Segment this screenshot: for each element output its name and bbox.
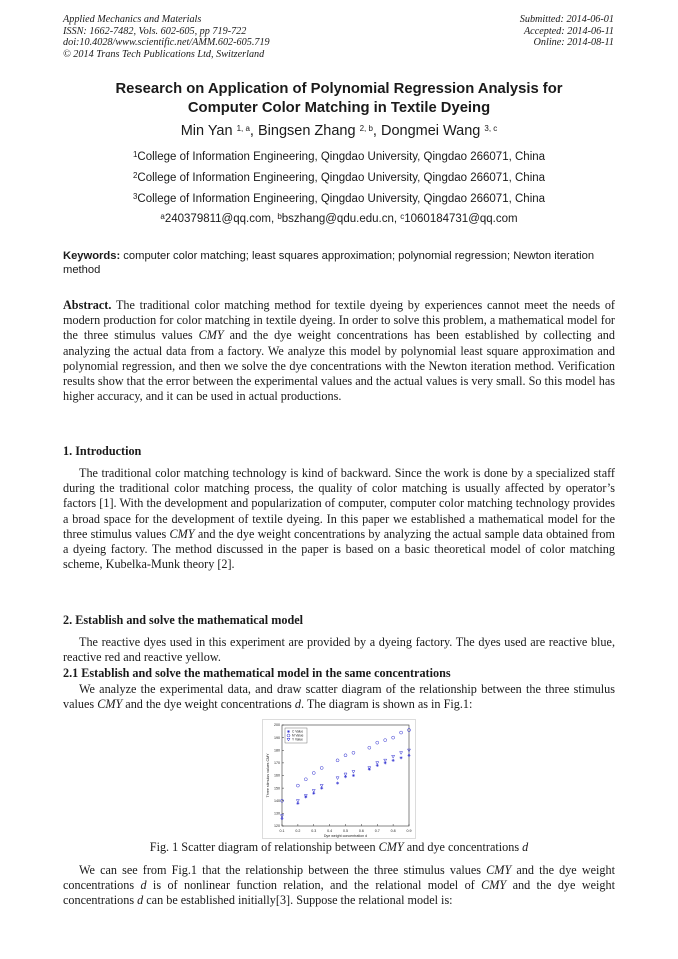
keywords-block bbox=[63, 249, 615, 277]
final-text: and the dye weight concentrations bbox=[63, 863, 615, 893]
email-sup: c bbox=[400, 212, 405, 221]
y-tick-label: 170 bbox=[274, 761, 280, 766]
data-point-star bbox=[400, 756, 403, 759]
y-tick-label: 200 bbox=[274, 723, 280, 728]
final-text: can be established initially[3]. Suppose the relational model is: bbox=[143, 893, 453, 908]
final-text: and the dye weight concentrations bbox=[63, 878, 615, 908]
author-separator: , bbox=[372, 123, 381, 139]
y-tick-label: 160 bbox=[274, 773, 280, 778]
author-separator: , bbox=[249, 123, 258, 139]
x-tick-label: 0.7 bbox=[374, 829, 380, 833]
affiliation-1 bbox=[0, 150, 678, 164]
caption-variable: CMY bbox=[378, 840, 404, 854]
keywords-label: Keywords: bbox=[63, 250, 121, 262]
abstract-paragraph bbox=[63, 298, 615, 404]
x-tick-label: 0.6 bbox=[358, 829, 364, 833]
title-line-1: Research on Application of Polynomial Regression Analysis for bbox=[115, 81, 563, 97]
x-tick-label: 0.1 bbox=[279, 829, 285, 833]
section-heading-model: 2. Establish and solve the mathematical model bbox=[63, 613, 304, 627]
intro-variable: CMY bbox=[169, 526, 195, 541]
section-heading-introduction: 1. Introduction bbox=[63, 444, 142, 458]
email-link[interactable]: bszhang@qdu.edu.cn, bbox=[281, 213, 401, 225]
author-sup: 2, b bbox=[359, 124, 373, 133]
author-sup: 3, c bbox=[484, 124, 498, 133]
email-sup: a bbox=[160, 212, 165, 221]
x-tick-label: 0.4 bbox=[327, 829, 333, 833]
email-sup: b bbox=[277, 212, 282, 221]
intro-text: The traditional color matching technology is kind of backward. Since the work is done by a specialized staff during the traditional color matching process, the quality of color matching is usually affected by operator’s factors [1]. With the development and popularization of computer, computer color matching technology provides a broad space for the development of textile dyeing. In this paper we established a mathematical model for the three stimulus values bbox=[63, 466, 615, 541]
email-link[interactable]: 240379811@qq.com, bbox=[164, 213, 278, 225]
x-tick-label: 0.5 bbox=[343, 829, 348, 833]
figure-1 bbox=[262, 719, 416, 839]
data-point-star bbox=[408, 754, 411, 757]
publication-dates bbox=[520, 14, 614, 49]
affiliation-3 bbox=[0, 192, 678, 206]
data-point-star bbox=[352, 774, 355, 777]
abstract-text: The traditional color matching method for textile dyeing by experiences cannot meet the needs of modern production for color matching in textile dyeing. In order to solve this problem, a mathematical model for the three stimulus values bbox=[63, 298, 615, 343]
final-text: is of nonlinear function relation, and the relational model of bbox=[146, 878, 482, 893]
date-submitted: Submitted: 2014-06-01 bbox=[519, 14, 614, 25]
affiliation-sup: 2 bbox=[132, 171, 138, 180]
final-variable: d bbox=[140, 878, 147, 893]
scatter-chart bbox=[263, 720, 415, 838]
journal-name: Applied Mechanics and Materials bbox=[63, 14, 202, 25]
email-list bbox=[0, 212, 678, 226]
intro-text: and the dye weight concentrations by analyzing the actual sample data obtained from a dyeing factory. The method discussed in the paper is based on a basic theoretical model of color matching scheme, Kubelka-Munk theory [2]. bbox=[63, 526, 615, 572]
figure-caption bbox=[0, 840, 678, 855]
legend-entry-label: C Value bbox=[292, 729, 304, 734]
affiliation-2 bbox=[0, 171, 678, 185]
y-tick-label: 130 bbox=[274, 811, 280, 816]
author-list bbox=[0, 122, 678, 140]
affiliation-text: College of Information Engineering, Qingdao University, Qingdao 266071, China bbox=[137, 193, 546, 205]
abstract-variable: CMY bbox=[198, 328, 224, 343]
subsection-paragraph bbox=[63, 682, 615, 712]
subsection-text: We analyze the experimental data, and draw scatter diagram of the relationship between the three stimulus values bbox=[63, 682, 615, 712]
subsection-text: . The diagram is shown as in Fig.1: bbox=[300, 697, 473, 712]
final-variable: CMY bbox=[481, 878, 507, 893]
y-tick-label: 120 bbox=[274, 824, 280, 829]
y-tick-label: 190 bbox=[274, 735, 280, 740]
y-tick-label: 180 bbox=[274, 748, 280, 753]
author-sup: 1, a bbox=[236, 124, 250, 133]
final-text: We can see from Fig.1 that the relationship between the three stimulus values bbox=[79, 863, 487, 877]
caption-text: Fig. 1 Scatter diagram of relationship between bbox=[149, 840, 379, 854]
x-tick-label: 0.9 bbox=[406, 829, 412, 833]
author-name: Min Yan bbox=[180, 123, 233, 139]
caption-text: and dye concentrations bbox=[403, 840, 523, 854]
subsection-text: and the dye weight concentrations bbox=[122, 697, 295, 712]
y-tick-label: 150 bbox=[274, 786, 280, 791]
legend-entry-label: Y Value bbox=[292, 737, 303, 742]
journal-doi[interactable]: doi:10.4028/www.scientific.net/AMM.602-605.719 bbox=[63, 37, 270, 49]
author-name: Bingsen Zhang bbox=[257, 123, 356, 139]
subsection-heading: 2.1 Establish and solve the mathematical model in the same concentrations bbox=[63, 666, 451, 680]
x-tick-label: 0.8 bbox=[390, 829, 396, 833]
y-tick-label: 140 bbox=[274, 798, 280, 803]
y-axis-label: Three stimulus values CMY bbox=[266, 753, 270, 798]
data-point-star bbox=[336, 782, 339, 785]
final-variable: d bbox=[137, 893, 144, 908]
abstract-text: and the dye weight concentrations has been established by collecting and analyzing the actual data from a factory. We analyze this model by polynomial least square approximation and polynomial regression, and then we solve the dye concentrations with the Newton iteration method. Verification results show that the error between the experimental values and the actual values is very small. So this model has higher accuracy, and it can be used in actual productions. bbox=[63, 328, 615, 404]
affiliation-text: College of Information Engineering, Qingdao University, Qingdao 266071, China bbox=[137, 151, 546, 163]
caption-variable: d bbox=[522, 840, 529, 854]
final-paragraph bbox=[63, 863, 615, 909]
subsection-variable: CMY bbox=[97, 697, 123, 712]
x-tick-label: 0.2 bbox=[295, 829, 301, 833]
author-name: Dongmei Wang bbox=[380, 123, 481, 139]
section2-paragraph: The reactive dyes used in this experiment are provided by a dyeing factory. The dyes used are reactive blue, reactive red and reactive yellow. bbox=[63, 635, 615, 665]
date-online: Online: 2014-08-11 bbox=[533, 37, 614, 49]
affiliation-sup: 3 bbox=[132, 192, 138, 201]
legend-entry-label: M Value bbox=[292, 733, 304, 738]
journal-issn: ISSN: 1662-7482, Vols. 602-605, pp 719-722 bbox=[63, 25, 247, 37]
final-variable: CMY bbox=[486, 863, 512, 877]
x-axis-label: Dye weight concentration d bbox=[323, 834, 368, 838]
data-point-star bbox=[287, 730, 290, 733]
subsection-variable: d bbox=[294, 697, 301, 712]
affiliation-sup: 1 bbox=[132, 150, 138, 159]
abstract-label: Abstract. bbox=[63, 298, 112, 312]
journal-copyright: © 2014 Trans Tech Publications Ltd, Switzerland bbox=[63, 48, 265, 60]
title-line-2: Computer Color Matching in Textile Dyeing bbox=[187, 100, 491, 116]
journal-info bbox=[63, 14, 270, 60]
email-link[interactable]: 1060184731@qq.com bbox=[404, 213, 518, 225]
introduction-paragraph bbox=[63, 466, 615, 572]
data-point-star bbox=[392, 759, 395, 762]
paper-title bbox=[40, 80, 638, 118]
keywords-text: computer color matching; least squares approximation; polynomial regression; Newton iteration method bbox=[63, 250, 595, 276]
date-accepted: Accepted: 2014-06-11 bbox=[523, 25, 614, 37]
affiliation-text: College of Information Engineering, Qingdao University, Qingdao 266071, China bbox=[137, 172, 546, 184]
x-tick-label: 0.3 bbox=[311, 829, 317, 833]
